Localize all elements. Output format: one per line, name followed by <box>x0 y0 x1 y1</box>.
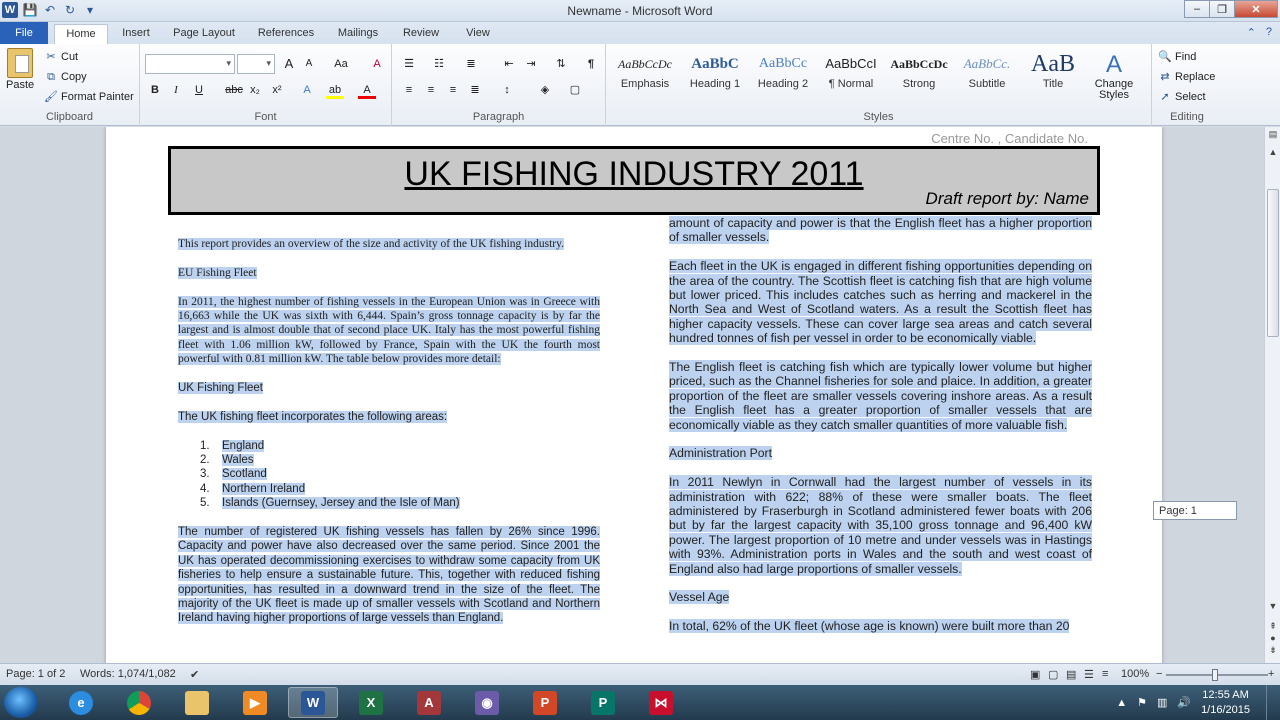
clipboard-icon <box>7 48 33 78</box>
clock[interactable]: 12:55 AM 1/16/2015 <box>1201 688 1250 716</box>
bold-button[interactable]: B <box>151 84 159 96</box>
document-workspace <box>0 127 1264 663</box>
select-button[interactable]: ➚ Select <box>1158 90 1206 104</box>
areas-list <box>200 439 600 511</box>
word-icon: W <box>301 691 325 715</box>
change-styles-button[interactable]: A Change Styles <box>1094 51 1134 101</box>
paragraph: The UK fishing fleet incorporates the following areas: <box>178 410 448 423</box>
tab-home[interactable]: Home <box>54 24 108 44</box>
show-formatting-button[interactable]: ¶ <box>587 58 595 70</box>
next-page-icon[interactable]: ⇟ <box>1269 645 1277 655</box>
paragraph-group <box>392 44 606 126</box>
sort-icon[interactable]: ⇅ <box>556 58 566 70</box>
subscript-button[interactable]: x₂ <box>250 84 260 96</box>
taskbar-explorer[interactable] <box>172 687 222 718</box>
taskbar-publisher[interactable] <box>578 687 628 718</box>
taskbar-access[interactable] <box>404 687 454 718</box>
page-header-text: Centre No. , Candidate No. <box>931 131 1088 146</box>
word-app-icon[interactable]: W <box>2 2 18 18</box>
heading-uk-fishing-fleet: UK Fishing Fleet <box>178 382 264 395</box>
text-effects-button[interactable]: A <box>303 84 311 96</box>
list-item: 1. England <box>200 439 265 452</box>
save-icon[interactable]: 💾 <box>22 3 38 17</box>
network-icon[interactable]: ▥ <box>1156 697 1168 709</box>
document-title: UK FISHING INDUSTRY 2011 <box>404 155 864 193</box>
tab-file[interactable]: File <box>0 22 48 44</box>
view-print-layout-icon[interactable]: ▣ <box>1030 669 1041 681</box>
shading-icon[interactable]: ◈ <box>540 84 550 96</box>
font-group <box>140 44 392 126</box>
ribbon-tabs <box>0 22 1280 44</box>
list-item: 4. Northern Ireland <box>200 482 306 495</box>
ribbon <box>0 44 1280 126</box>
acrobat-icon: ⋈ <box>649 691 673 715</box>
publisher-icon: P <box>591 691 615 715</box>
window-title: Newname - Microsoft Word <box>567 4 713 18</box>
scrollbar-thumb[interactable] <box>1267 189 1279 337</box>
cut-button[interactable]: ✂ Cut <box>44 50 78 64</box>
binoculars-icon: 🔍 <box>1158 51 1172 63</box>
maximize-button[interactable]: ❐ <box>1209 0 1235 18</box>
show-desktop-button[interactable] <box>1266 685 1280 720</box>
clipboard-group-label: Clipboard <box>45 111 94 123</box>
zoom-slider[interactable] <box>1166 674 1268 676</box>
clear-formatting-button[interactable]: A <box>373 58 381 70</box>
tab-page-layout[interactable]: Page Layout <box>173 27 235 39</box>
heading-vessel-age: Vessel Age <box>669 590 730 605</box>
media-player-icon: ▶ <box>243 691 267 715</box>
paragraph: The English fleet is catching fish which are typically lower volume but higher priced, such as the Channel fisheries for sole and plaice. In addition, a greater proportion of the fleet are smaller vessels covering inshore areas. As a result the English fleet has a greater proportion of smaller vessels that are economically viable as they catch smaller quantities of more valuable fish. <box>669 360 1092 432</box>
customize-qat-icon[interactable]: ▾ <box>86 3 94 17</box>
view-web-layout-icon[interactable]: ▤ <box>1066 669 1077 681</box>
flag-icon[interactable]: ⚑ <box>1137 697 1147 709</box>
taskbar-excel[interactable] <box>346 687 396 718</box>
document-page[interactable] <box>106 127 1162 663</box>
page-count-status[interactable]: Page: 1 of 2 <box>6 668 66 680</box>
windows-taskbar <box>0 685 1280 720</box>
left-column[interactable] <box>178 237 600 640</box>
font-group-label: Font <box>254 111 277 123</box>
font-name-combo[interactable] <box>145 54 235 74</box>
style-emphasis[interactable]: AaBbCcDc Emphasis <box>618 57 672 90</box>
title-box <box>168 146 1100 215</box>
strikethrough-button[interactable]: abc <box>225 84 243 96</box>
volume-icon[interactable]: 🔊 <box>1177 697 1192 709</box>
word-count-status[interactable]: Words: 1,074/1,082 <box>80 668 176 680</box>
paintbrush-icon: 🖌 <box>44 91 58 103</box>
font-color-button[interactable]: A <box>358 81 376 99</box>
view-draft-icon[interactable]: ≡ <box>1102 668 1109 680</box>
taskbar-chrome[interactable] <box>114 687 164 718</box>
window-controls <box>1185 0 1278 18</box>
justify-icon[interactable]: ≣ <box>470 84 480 96</box>
ie-icon: e <box>69 691 93 715</box>
tab-references[interactable]: References <box>257 27 315 39</box>
excel-icon: X <box>359 691 383 715</box>
access-icon: A <box>417 691 441 715</box>
paragraph: In 2011 Newlyn in Cornwall had the largest number of vessels in its administration with 622; 88% of these were smaller boats. The fleet administered by Fraserburgh in Scotland administered fewer boats with 206 but by far the largest capacity with 35,100 gross tonnage and 96,400 kW power. The largest proportion of 10 metre and under vessels was in Hastings with 93%. Administration ports in Wales and the south and west coast of England also had large proportions of smaller vessels. <box>669 475 1092 576</box>
status-bar <box>0 663 1280 685</box>
decrease-indent-icon[interactable]: ⇤ <box>504 58 514 70</box>
help-icon[interactable]: ? <box>1265 26 1272 38</box>
minimize-button[interactable]: – <box>1184 0 1210 18</box>
minimize-ribbon-icon[interactable]: ⌃ <box>1246 27 1256 39</box>
show-hidden-icons-icon[interactable]: ▲ <box>1116 696 1128 709</box>
shrink-font-button[interactable]: A <box>305 58 313 69</box>
taskbar-media-player[interactable] <box>230 687 280 718</box>
styles-group <box>606 44 1152 126</box>
taskbar-powerpoint[interactable] <box>520 687 570 718</box>
tab-insert[interactable]: Insert <box>122 27 150 39</box>
numbering-icon[interactable]: ☷ <box>434 58 444 70</box>
taskbar-acrobat[interactable] <box>636 687 686 718</box>
scroll-up-icon[interactable]: ▲ <box>1268 147 1278 157</box>
title-bar <box>0 0 1280 22</box>
borders-icon[interactable]: ▢ <box>569 84 581 96</box>
change-styles-icon: A <box>1105 51 1122 78</box>
change-case-button[interactable]: Aa <box>334 58 348 70</box>
styles-group-label: Styles <box>863 111 894 123</box>
paragraph: This report provides an overview of the size and activity of the UK fishing industry. <box>178 238 565 250</box>
list-item: 3. Scotland <box>200 468 267 481</box>
bullets-icon[interactable]: ☰ <box>404 58 414 70</box>
redo-icon[interactable]: ↻ <box>64 3 76 17</box>
browse-object-icon[interactable]: ● <box>1270 633 1276 643</box>
style-heading-1[interactable]: AaBbC Heading 1 <box>689 56 741 90</box>
view-outline-icon[interactable]: ☰ <box>1084 669 1094 681</box>
page-tooltip: Page: 1 <box>1153 501 1237 520</box>
paragraph: Each fleet in the UK is engaged in different fishing opportunities depending on the area of the country. The Scottish fleet is catching fish that are high volume but lower priced. This includes catches such as herring and mackerel in the North Sea and West of Scotland waters. As a result the Scottish fleet has higher capacity vessels. These can cover large sea areas and catch several hundred tonnes of fish per vessel in order to be economically viable. <box>669 259 1092 346</box>
format-painter-button[interactable]: 🖌 Format Painter <box>44 91 134 103</box>
style-title[interactable]: AaB Title <box>1031 51 1075 90</box>
tab-mailings[interactable]: Mailings <box>337 27 379 39</box>
copy-icon: ⧉ <box>47 71 55 83</box>
heading-administration-port: Administration Port <box>669 446 772 461</box>
scissors-icon: ✂ <box>46 51 56 63</box>
paste-button[interactable]: Paste <box>6 48 34 91</box>
italic-button[interactable]: I <box>174 84 178 96</box>
heading-eu-fishing-fleet: EU Fishing Fleet <box>178 266 257 279</box>
infopath-icon: ◉ <box>475 691 499 715</box>
tab-view[interactable]: View <box>466 27 490 39</box>
font-size-combo[interactable] <box>237 54 275 74</box>
zoom-slider-knob[interactable] <box>1212 669 1218 681</box>
style-subtitle[interactable]: AaBbCc. Subtitle <box>963 56 1011 90</box>
editing-group <box>1152 44 1222 126</box>
align-right-icon[interactable]: ≡ <box>449 84 457 96</box>
start-button[interactable] <box>4 687 38 718</box>
underline-button[interactable]: U <box>195 84 203 96</box>
chrome-icon <box>127 691 151 715</box>
find-button[interactable]: 🔍 Find <box>1158 51 1197 63</box>
list-item: 5. Islands (Guernsey, Jersey and the Isle of Man) <box>200 497 460 510</box>
powerpoint-icon: P <box>533 691 557 715</box>
folder-icon <box>185 691 209 715</box>
style-normal[interactable]: AaBbCcI ¶ Normal <box>825 56 877 90</box>
multilevel-list-icon[interactable]: ≣ <box>466 58 476 70</box>
proofing-icon[interactable]: ✔ <box>190 669 200 681</box>
zoom-in-icon[interactable]: + <box>1268 668 1275 680</box>
replace-icon: ⇄ <box>1160 71 1170 83</box>
system-tray <box>1116 685 1280 720</box>
view-full-screen-icon[interactable]: ▢ <box>1048 669 1059 681</box>
tab-review[interactable]: Review <box>402 27 440 39</box>
editing-group-label: Editing <box>1170 111 1204 123</box>
replace-button[interactable]: ⇄ Replace <box>1158 70 1215 84</box>
superscript-button[interactable]: x² <box>272 84 282 96</box>
increase-indent-icon[interactable]: ⇥ <box>526 58 536 70</box>
taskbar-infopath[interactable] <box>462 687 512 718</box>
paragraph: The number of registered UK fishing vessels has fallen by 26% since 1996. Capacity and power have also decreased over the same period. Since 2001 the UK has operated decommissioning exercises to withdraw some capacity from UK fisheries to help ensure a sustainable future. This, together with reduced fishing opportunities, has resulted in a downward trend in the size of the fleet. The majority of the UK fleet is made up of smaller vessels with Scotland and Northern Ireland having higher proportions of large vessels than England. <box>178 526 600 625</box>
cursor-icon: ➚ <box>1160 91 1170 103</box>
clipboard-group <box>0 44 140 126</box>
taskbar-internet-explorer[interactable] <box>56 687 106 718</box>
line-spacing-icon[interactable]: ↕ <box>504 84 510 96</box>
document-subtitle: Draft report by: Name <box>925 189 1089 208</box>
vertical-scrollbar[interactable] <box>1264 127 1280 663</box>
ruler-toggle-icon[interactable]: ▤ <box>1268 129 1278 139</box>
undo-icon[interactable]: ↶ <box>44 3 56 17</box>
scroll-down-icon[interactable]: ▼ <box>1268 601 1278 611</box>
copy-button[interactable]: ⧉ Copy <box>44 70 87 84</box>
paragraph: amount of capacity and power is that the English fleet has a higher proportion of smaller vessels. <box>669 216 1092 245</box>
zoom-out-icon[interactable]: − <box>1156 668 1163 680</box>
highlight-button[interactable]: ab <box>326 81 344 99</box>
paragraph: In 2011, the highest number of fishing vessels in the European Union was in Greece with 16,663 while the UK was sixth with 6,444. Spain’s gross tonnage capacity is by far the largest and is almost double that of second place UK. Italy has the most powerful fishing fleet with 1.06 million kW, followed by France, Spain with the UK the fourth most powerful with 0.81 million kW. The table below provides more detail: <box>178 295 600 366</box>
list-item: 2. Wales <box>200 454 254 467</box>
grow-font-button[interactable]: A <box>284 56 294 71</box>
right-column[interactable] <box>669 216 1092 648</box>
close-button[interactable]: ✕ <box>1234 0 1278 18</box>
paragraph: In total, 62% of the UK fleet (whose age is known) were built more than 20 <box>669 619 1070 634</box>
align-left-icon[interactable]: ≡ <box>405 84 413 96</box>
paragraph-group-label: Paragraph <box>472 111 525 123</box>
taskbar-word[interactable] <box>288 687 338 718</box>
previous-page-icon[interactable]: ⇞ <box>1269 621 1277 631</box>
style-strong[interactable]: AaBbCcDc Strong <box>890 57 948 90</box>
align-center-icon[interactable]: ≡ <box>427 84 435 96</box>
style-heading-2[interactable]: AaBbCc Heading 2 <box>757 56 809 90</box>
zoom-level[interactable]: 100% <box>1121 668 1150 680</box>
